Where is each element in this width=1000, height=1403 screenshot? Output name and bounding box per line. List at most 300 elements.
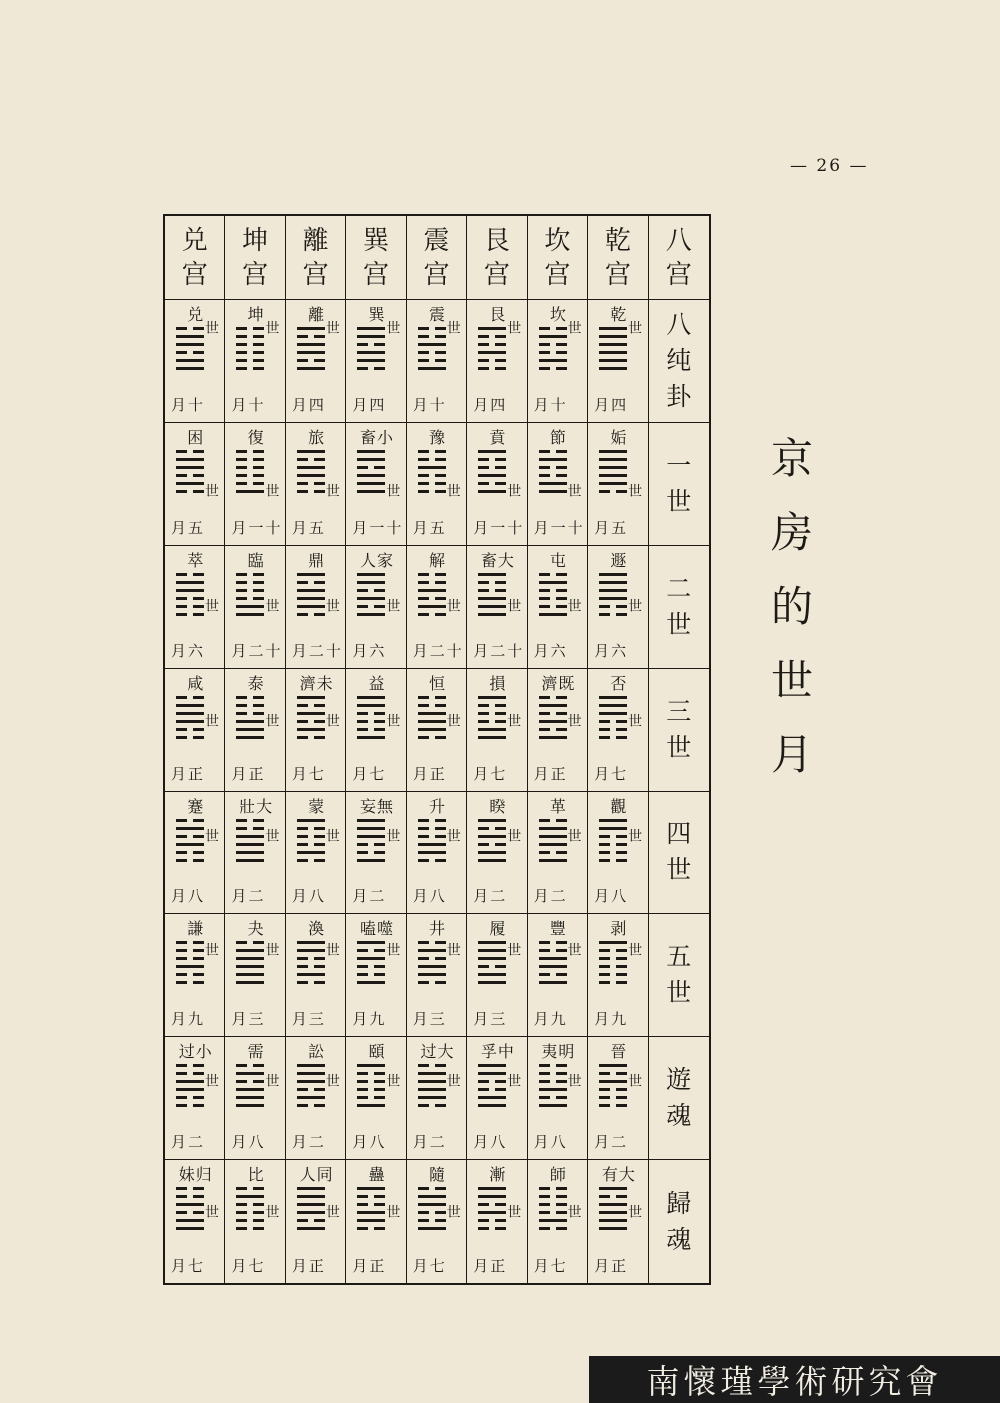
yang-line bbox=[599, 941, 627, 944]
hexagram-name: 畜小 bbox=[360, 427, 395, 447]
yang-line bbox=[478, 859, 506, 862]
hexagram-cell bbox=[165, 792, 225, 915]
hexagram-cell bbox=[588, 423, 648, 546]
hexagram-name: 需 bbox=[247, 1042, 265, 1062]
yang-line bbox=[599, 1219, 627, 1222]
yang-line bbox=[236, 728, 264, 731]
header-char: 離 bbox=[302, 225, 329, 256]
yin-line bbox=[357, 728, 385, 731]
hexagram-name: 履 bbox=[489, 919, 507, 939]
yin-line bbox=[478, 965, 506, 968]
month-label: 月八 bbox=[231, 1133, 266, 1152]
yin-line bbox=[236, 1080, 264, 1083]
month-label: 月七 bbox=[291, 764, 326, 783]
yin-line bbox=[176, 327, 204, 330]
yin-line bbox=[357, 949, 385, 952]
hexagram-name: 豫 bbox=[428, 427, 446, 447]
yin-line bbox=[297, 581, 325, 584]
hexagram-name: 咸 bbox=[187, 673, 205, 693]
hexagram-name: 升 bbox=[428, 796, 446, 816]
month-label: 月六 bbox=[533, 641, 568, 660]
yang-line bbox=[176, 589, 204, 592]
yang-line bbox=[539, 843, 567, 846]
hexagram-lines bbox=[297, 1064, 325, 1107]
header-char: 宫 bbox=[483, 259, 510, 290]
yang-line bbox=[176, 367, 204, 370]
header-char: 宫 bbox=[363, 259, 390, 290]
hexagram-lines bbox=[599, 819, 627, 862]
shi-marker: 世 bbox=[628, 483, 643, 500]
hexagram-lines bbox=[176, 1064, 204, 1107]
month-label: 月九 bbox=[171, 1010, 206, 1029]
hexagram-lines bbox=[176, 696, 204, 739]
hexagram-lines bbox=[539, 1187, 567, 1230]
yang-line bbox=[357, 736, 385, 739]
hexagram-cell bbox=[225, 914, 285, 1037]
yang-line bbox=[297, 1211, 325, 1214]
hexagram-lines bbox=[599, 696, 627, 739]
hexagram-lines bbox=[418, 941, 446, 984]
yang-line bbox=[599, 335, 627, 338]
yang-line bbox=[357, 1219, 385, 1222]
yin-line bbox=[599, 965, 627, 968]
yang-line bbox=[599, 327, 627, 330]
hexagram-name: 恒 bbox=[428, 673, 446, 693]
hexagram-name: 乾 bbox=[610, 305, 628, 324]
shi-marker: 世 bbox=[446, 1205, 461, 1222]
yin-line bbox=[297, 720, 325, 723]
month-label: 月八 bbox=[594, 887, 629, 906]
yin-line bbox=[599, 720, 627, 723]
yin-line bbox=[176, 835, 204, 838]
yang-line bbox=[176, 965, 204, 968]
yang-line bbox=[478, 949, 506, 952]
yin-line bbox=[418, 351, 446, 354]
yin-line bbox=[176, 597, 204, 600]
hexagram-name: 孚中 bbox=[480, 1042, 515, 1062]
shi-marker: 世 bbox=[386, 943, 401, 960]
yin-line bbox=[236, 474, 264, 477]
yin-line bbox=[297, 704, 325, 707]
hexagram-cell bbox=[286, 792, 346, 915]
yin-line bbox=[176, 474, 204, 477]
hexagram-lines bbox=[599, 1064, 627, 1107]
shi-marker: 世 bbox=[567, 943, 582, 960]
header-char: 坎 bbox=[544, 225, 571, 256]
yin-line bbox=[297, 957, 325, 960]
hexagram-lines bbox=[418, 1064, 446, 1107]
hexagram-cell bbox=[528, 914, 588, 1037]
yin-line bbox=[539, 474, 567, 477]
shi-marker: 世 bbox=[386, 1205, 401, 1222]
page-number: — 26 — bbox=[790, 156, 869, 176]
yang-line bbox=[236, 1104, 264, 1107]
yang-line bbox=[478, 736, 506, 739]
corner-header bbox=[649, 216, 709, 300]
yang-line bbox=[176, 1203, 204, 1206]
yin-line bbox=[297, 965, 325, 968]
yin-line bbox=[599, 728, 627, 731]
yin-line bbox=[236, 1203, 264, 1206]
yin-line bbox=[539, 573, 567, 576]
month-label: 月二 bbox=[352, 887, 387, 906]
shi-marker: 世 bbox=[265, 598, 280, 615]
yin-line bbox=[176, 1072, 204, 1075]
yin-line bbox=[539, 367, 567, 370]
hexagram-cell bbox=[467, 300, 527, 423]
yang-line bbox=[297, 1187, 325, 1190]
hexagram-cell bbox=[165, 546, 225, 669]
hexagram-name: 渙 bbox=[308, 919, 326, 939]
yin-line bbox=[236, 581, 264, 584]
hexagram-cell bbox=[407, 914, 467, 1037]
yang-line bbox=[478, 957, 506, 960]
yin-line bbox=[478, 359, 506, 362]
yin-line bbox=[418, 957, 446, 960]
month-label: 月九 bbox=[352, 1010, 387, 1029]
hexagram-name: 隨 bbox=[428, 1165, 446, 1185]
yin-line bbox=[599, 949, 627, 952]
yang-line bbox=[297, 343, 325, 346]
shi-marker: 世 bbox=[205, 943, 219, 960]
yin-line bbox=[599, 851, 627, 854]
hexagram-cell bbox=[528, 423, 588, 546]
hexagram-lines bbox=[297, 819, 325, 862]
yang-line bbox=[297, 1064, 325, 1067]
yang-line bbox=[176, 720, 204, 723]
row-label-char: 二 bbox=[666, 573, 692, 603]
hexagram-name: 震 bbox=[428, 305, 446, 324]
title-char: 的 bbox=[770, 582, 813, 631]
shi-marker: 世 bbox=[386, 598, 401, 615]
yin-line bbox=[176, 605, 204, 608]
header-char: 宫 bbox=[423, 259, 450, 290]
yang-line bbox=[418, 1195, 446, 1198]
shi-marker: 世 bbox=[446, 483, 461, 500]
yin-line bbox=[176, 973, 204, 976]
yin-line bbox=[599, 981, 627, 984]
yin-line bbox=[478, 466, 506, 469]
yin-line bbox=[599, 1088, 627, 1091]
hexagram-cell bbox=[225, 423, 285, 546]
yang-line bbox=[539, 458, 567, 461]
shi-marker: 世 bbox=[205, 598, 219, 615]
yang-line bbox=[599, 1187, 627, 1190]
yang-line bbox=[297, 450, 325, 453]
row-label bbox=[649, 1037, 709, 1160]
month-label: 月二十 bbox=[231, 641, 283, 660]
month-label: 月十 bbox=[231, 395, 266, 414]
hexagram-cell bbox=[165, 300, 225, 423]
hexagram-lines bbox=[357, 327, 385, 370]
hexagram-cell bbox=[286, 300, 346, 423]
yin-line bbox=[478, 712, 506, 715]
yang-line bbox=[418, 965, 446, 968]
yang-line bbox=[236, 981, 264, 984]
row-label bbox=[649, 300, 709, 423]
hexagram-lines bbox=[539, 573, 567, 616]
hexagram-lines bbox=[176, 1187, 204, 1230]
yang-line bbox=[357, 335, 385, 338]
hexagram-name: 謙 bbox=[187, 919, 205, 939]
hexagram-name: 坎 bbox=[549, 305, 567, 324]
hexagram-name: 人家 bbox=[360, 550, 395, 570]
hexagram-lines bbox=[236, 450, 264, 493]
hexagram-cell bbox=[286, 423, 346, 546]
yang-line bbox=[478, 973, 506, 976]
month-label: 月二 bbox=[171, 1133, 206, 1152]
hexagram-name: 壯大 bbox=[239, 796, 274, 816]
yin-line bbox=[478, 458, 506, 461]
yang-line bbox=[297, 605, 325, 608]
hexagram-name: 漸 bbox=[489, 1165, 507, 1185]
yin-line bbox=[539, 1203, 567, 1206]
row-label bbox=[649, 546, 709, 669]
shi-marker: 世 bbox=[265, 321, 280, 337]
month-label: 月正 bbox=[171, 764, 206, 783]
yin-line bbox=[418, 981, 446, 984]
month-label: 月七 bbox=[473, 764, 508, 783]
shi-marker: 世 bbox=[507, 1074, 522, 1091]
yin-line bbox=[297, 1219, 325, 1222]
hexagram-cell bbox=[225, 546, 285, 669]
hexagram-cell bbox=[588, 669, 648, 792]
month-label: 月二 bbox=[473, 887, 508, 906]
yin-line bbox=[599, 843, 627, 846]
shi-marker: 世 bbox=[507, 598, 522, 615]
yang-line bbox=[599, 1080, 627, 1083]
yin-line bbox=[418, 597, 446, 600]
shi-marker: 世 bbox=[567, 321, 582, 337]
month-label: 月五 bbox=[594, 518, 629, 537]
shi-marker: 世 bbox=[265, 713, 280, 730]
shi-marker: 世 bbox=[386, 713, 401, 730]
yin-line bbox=[357, 1088, 385, 1091]
hexagram-name: 遯 bbox=[610, 550, 628, 570]
hexagram-name: 臨 bbox=[247, 550, 265, 570]
yin-line bbox=[176, 351, 204, 354]
palace-header bbox=[528, 216, 588, 300]
hexagram-cell bbox=[346, 300, 406, 423]
yang-line bbox=[236, 965, 264, 968]
header-char: 宫 bbox=[302, 259, 329, 290]
shi-marker: 世 bbox=[325, 1074, 340, 1091]
hexagram-name: 妹归 bbox=[178, 1165, 213, 1185]
month-label: 月八 bbox=[533, 1133, 568, 1152]
hexagram-name: 損 bbox=[489, 673, 507, 693]
yang-line bbox=[539, 720, 567, 723]
yang-line bbox=[418, 1227, 446, 1230]
yang-line bbox=[599, 589, 627, 592]
yin-line bbox=[539, 851, 567, 854]
hexagram-cell bbox=[407, 300, 467, 423]
yin-line bbox=[418, 835, 446, 838]
yin-line bbox=[478, 1219, 506, 1222]
yin-line bbox=[236, 1064, 264, 1067]
month-label: 月正 bbox=[533, 764, 568, 783]
yang-line bbox=[478, 1096, 506, 1099]
month-label: 月五 bbox=[171, 518, 206, 537]
hexagram-lines bbox=[236, 573, 264, 616]
yang-line bbox=[599, 1227, 627, 1230]
month-label: 月七 bbox=[533, 1257, 568, 1275]
hexagram-cell bbox=[346, 546, 406, 669]
month-label: 月七 bbox=[412, 1257, 447, 1275]
yin-line bbox=[357, 367, 385, 370]
hexagram-lines bbox=[478, 819, 506, 862]
yang-line bbox=[478, 941, 506, 944]
yin-line bbox=[599, 1072, 627, 1075]
month-label: 月八 bbox=[473, 1133, 508, 1152]
yin-line bbox=[357, 965, 385, 968]
hexagram-name: 離 bbox=[308, 305, 326, 324]
hexagram-cell bbox=[225, 1160, 285, 1283]
yang-line bbox=[236, 1096, 264, 1099]
yang-line bbox=[176, 704, 204, 707]
shi-marker: 世 bbox=[567, 483, 582, 500]
yang-line bbox=[357, 1211, 385, 1214]
hexagram-name: 夷明 bbox=[541, 1042, 576, 1062]
yin-line bbox=[357, 1080, 385, 1083]
yang-line bbox=[418, 605, 446, 608]
yang-line bbox=[176, 466, 204, 469]
yin-line bbox=[599, 1195, 627, 1198]
yang-line bbox=[176, 458, 204, 461]
hexagram-name: 嗑噬 bbox=[360, 919, 395, 939]
yang-line bbox=[236, 835, 264, 838]
yang-line bbox=[297, 367, 325, 370]
shi-marker: 世 bbox=[567, 1074, 582, 1091]
yang-line bbox=[236, 957, 264, 960]
shi-marker: 世 bbox=[567, 713, 582, 730]
row-label bbox=[649, 792, 709, 915]
yang-line bbox=[357, 1187, 385, 1190]
yang-line bbox=[297, 589, 325, 592]
yin-line bbox=[418, 736, 446, 739]
shi-marker: 世 bbox=[265, 1074, 280, 1091]
month-label: 月十 bbox=[533, 395, 568, 414]
yang-line bbox=[418, 843, 446, 846]
yin-line bbox=[539, 1227, 567, 1230]
yang-line bbox=[539, 490, 567, 493]
hexagram-lines bbox=[297, 327, 325, 370]
yin-line bbox=[539, 728, 567, 731]
yang-line bbox=[478, 696, 506, 699]
yin-line bbox=[357, 343, 385, 346]
month-label: 月八 bbox=[412, 887, 447, 906]
month-label: 月一十 bbox=[231, 518, 283, 537]
yin-line bbox=[357, 1203, 385, 1206]
hexagram-lines bbox=[539, 450, 567, 493]
header-char: 兑 bbox=[181, 225, 208, 256]
row-label-char: 歸 bbox=[666, 1188, 692, 1218]
yang-line bbox=[478, 474, 506, 477]
yang-line bbox=[539, 835, 567, 838]
month-label: 月三 bbox=[412, 1010, 447, 1029]
yang-line bbox=[176, 1219, 204, 1222]
yang-line bbox=[599, 1203, 627, 1206]
yin-line bbox=[539, 343, 567, 346]
month-label: 月六 bbox=[171, 641, 206, 660]
shi-marker: 世 bbox=[325, 713, 340, 730]
month-label: 月八 bbox=[171, 887, 206, 906]
hexagram-cell bbox=[528, 792, 588, 915]
yin-line bbox=[418, 1187, 446, 1190]
yang-line bbox=[297, 1072, 325, 1075]
yang-line bbox=[599, 474, 627, 477]
hexagram-lines bbox=[418, 327, 446, 370]
hexagram-lines bbox=[357, 573, 385, 616]
header-char: 宫 bbox=[544, 259, 571, 290]
month-label: 月一十 bbox=[533, 518, 585, 537]
row-label-char: 八 bbox=[666, 309, 692, 339]
shi-marker: 世 bbox=[628, 321, 643, 337]
yin-line bbox=[539, 712, 567, 715]
hexagram-cell bbox=[346, 1160, 406, 1283]
palace-header bbox=[588, 216, 648, 300]
yin-line bbox=[176, 573, 204, 576]
month-label: 月二十 bbox=[412, 641, 464, 660]
yang-line bbox=[599, 573, 627, 576]
month-label: 月二 bbox=[533, 887, 568, 906]
yang-line bbox=[297, 1195, 325, 1198]
hexagram-lines bbox=[236, 327, 264, 370]
month-label: 月四 bbox=[473, 395, 508, 414]
shi-marker: 世 bbox=[205, 483, 219, 500]
yin-line bbox=[539, 1080, 567, 1083]
hexagram-cell bbox=[407, 546, 467, 669]
hexagram-lines bbox=[357, 941, 385, 984]
row-label-char: 世 bbox=[666, 609, 692, 639]
hexagram-cell bbox=[346, 914, 406, 1037]
yang-line bbox=[478, 835, 506, 838]
yin-line bbox=[236, 589, 264, 592]
yin-line bbox=[539, 1072, 567, 1075]
yang-line bbox=[236, 1072, 264, 1075]
month-label: 月二 bbox=[231, 887, 266, 906]
hexagram-cell bbox=[346, 423, 406, 546]
palace-header bbox=[165, 216, 225, 300]
yin-line bbox=[236, 450, 264, 453]
yin-line bbox=[539, 597, 567, 600]
yang-line bbox=[236, 949, 264, 952]
hexagram-name: 豐 bbox=[549, 919, 567, 939]
hexagram-name: 濟既 bbox=[541, 673, 576, 693]
yang-line bbox=[599, 458, 627, 461]
yang-line bbox=[357, 474, 385, 477]
hexagram-name: 畜大 bbox=[480, 550, 515, 570]
hexagram-lines bbox=[599, 573, 627, 616]
hexagram-lines bbox=[176, 573, 204, 616]
shi-marker: 世 bbox=[446, 943, 461, 960]
yang-line bbox=[297, 728, 325, 731]
yin-line bbox=[418, 450, 446, 453]
yin-line bbox=[478, 482, 506, 485]
yang-line bbox=[176, 359, 204, 362]
hexagram-lines bbox=[478, 941, 506, 984]
yang-line bbox=[297, 973, 325, 976]
hexagram-name: 鼎 bbox=[308, 550, 326, 570]
hexagram-lines bbox=[236, 696, 264, 739]
hexagram-cell bbox=[588, 300, 648, 423]
hexagram-lines bbox=[357, 819, 385, 862]
hexagram-lines bbox=[418, 1187, 446, 1230]
hexagram-cell bbox=[225, 792, 285, 915]
hexagram-lines bbox=[357, 1064, 385, 1107]
shi-marker: 世 bbox=[446, 598, 461, 615]
yang-line bbox=[478, 1104, 506, 1107]
hexagram-lines bbox=[539, 941, 567, 984]
